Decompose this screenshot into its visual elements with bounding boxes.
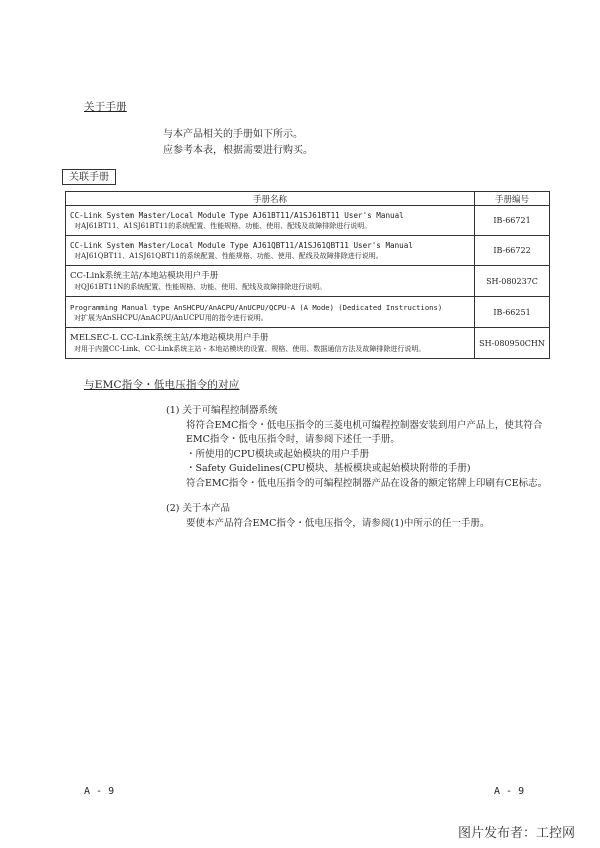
manual-description: 对AJ61QBT11、A1SJ61QBT11的系统配置、性能规格、功能、使用、配线及故障排除进行说明。 (74, 252, 383, 260)
page-number-left: A - 9 (84, 786, 115, 797)
header-manual-name: 手册名称 (66, 192, 475, 206)
emc-item-1-heading: (1) 关于可编程控制器系统 (166, 405, 278, 416)
table-row (66, 206, 550, 236)
emc-bullet-1: ・所使用的CPU模块或起始模块的用户手册 (186, 448, 370, 460)
emc-bullet-2: ・Safety Guidelines(CPU模块、基板模块或起始模块附带的手册) (186, 463, 471, 474)
emc-item-1 (166, 404, 548, 491)
table-header-row (66, 192, 550, 206)
manual-number: IB-66722 (475, 236, 550, 266)
manual-description: 对用于内置CC-Link、CC-Link系统主站・本地站模块的设置、规格、使用、数据通信方法及故障排除进行说明。 (74, 344, 426, 353)
header-manual-number: 手册编号 (475, 192, 550, 206)
manual-number: IB-66251 (475, 297, 550, 328)
emc-item-2 (166, 502, 490, 531)
section-title-about-manuals: 关于手册 (84, 101, 127, 113)
manual-description: 对扩展为AnSHCPU/AnACPU/AnUCPU用的指令进行说明。 (74, 313, 268, 322)
manual-cell (66, 328, 475, 359)
section-title-emc: 与EMC指令・低电压指令的对应 (84, 379, 240, 391)
emc-item-1-line: EMC指令・低电压指令时，请参阅下述任一手册。 (186, 434, 400, 445)
manual-cell (66, 206, 475, 236)
intro-text (163, 127, 313, 159)
table-row (66, 297, 550, 328)
table-row (66, 266, 550, 297)
manual-number: SH-080237C (475, 266, 550, 297)
related-manuals-table (65, 191, 550, 359)
manual-title: CC-Link System Master/Local Module Type AJ61QBT11/A1SJ61QBT11 User's Manual (70, 241, 413, 250)
page-number-right: A - 9 (494, 786, 525, 797)
manual-cell (66, 266, 475, 297)
emc-item-1-line: 符合EMC指令・低电压指令的可编程控制器产品在设备的额定铭牌上印刷有CE标志。 (186, 477, 548, 489)
manual-cell (66, 297, 475, 328)
related-manuals-label: 关联手册 (62, 169, 116, 185)
table-row (66, 236, 550, 266)
manual-description: 对QJ61BT11N的系统配置、性能规格、功能、使用、配线及故障排除进行说明。 (74, 282, 327, 291)
manual-number: IB-66721 (475, 206, 550, 236)
manual-title: CC-Link System Master/Local Module Type AJ61BT11/A1SJ61BT11 User's Manual (70, 211, 404, 220)
manual-description: 对AJ61BT11、A1SJ61BT11的系统配置、性能规格、功能、使用、配线及故障排除进行说明。 (74, 222, 372, 230)
emc-item-2-heading: (2) 关于本产品 (166, 503, 230, 514)
intro-line-1: 与本产品相关的手册如下所示。 (163, 129, 303, 140)
emc-item-2-line: 要使本产品符合EMC指令・低电压指令，请参阅(1)中所示的任一手册。 (186, 517, 490, 529)
manual-title: MELSEC-L CC-Link系统主站/本地站模块用户手册 (70, 332, 269, 343)
manual-title: CC-Link系统主站/本地站模块用户手册 (70, 270, 219, 281)
manual-number: SH-080950CHN (475, 328, 550, 359)
emc-item-1-line: 将符合EMC指令・低电压指令的三菱电机可编程控制器安装到用户产品上，使其符合 (186, 419, 543, 431)
manual-cell (66, 236, 475, 266)
table-row (66, 328, 550, 359)
intro-line-2: 应参考本表，根据需要进行购买。 (163, 145, 313, 156)
watermark-text: 图片发布者：工控网 (458, 826, 576, 841)
manual-title: Programming Manual type AnSHCPU/AnACPU/AnUCPU/QCPU-A (A Mode) (Dedicated Instructions) (70, 302, 443, 312)
